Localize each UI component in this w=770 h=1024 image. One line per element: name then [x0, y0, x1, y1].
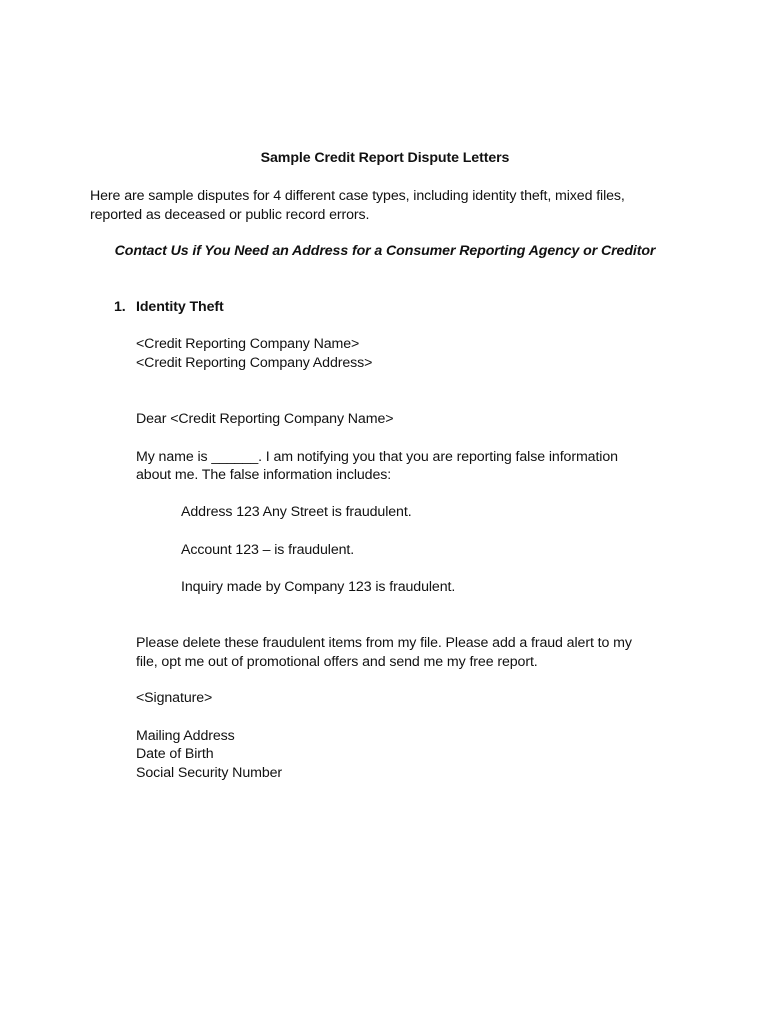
- paragraph-2-line-2: file, opt me out of promotional offers and send me my free report.: [136, 654, 538, 670]
- fraud-item: Address 123 Any Street is fraudulent.: [181, 504, 412, 520]
- footer-line: Social Security Number: [136, 765, 283, 781]
- salutation: Dear <Credit Reporting Company Name>: [136, 411, 394, 427]
- address-line-2: <Credit Reporting Company Address>: [136, 355, 373, 371]
- paragraph-1-line-2: about me. The false information includes:: [136, 467, 392, 483]
- section-1-heading: Identity Theft: [136, 299, 224, 315]
- footer-line: Date of Birth: [136, 746, 214, 762]
- paragraph-2-line-1: Please delete these fraudulent items from my file. Please add a fraud alert to my: [136, 635, 632, 651]
- document-title: Sample Credit Report Dispute Letters: [260, 150, 510, 166]
- fraud-item: Inquiry made by Company 123 is fraudulent.: [181, 579, 456, 595]
- paragraph-1-line-1: My name is ______. I am notifying you that you are reporting false information: [136, 449, 618, 465]
- intro-text-line-2: reported as deceased or public record errors.: [90, 207, 370, 223]
- address-line-1: <Credit Reporting Company Name>: [136, 336, 360, 352]
- intro-text-line-1: Here are sample disputes for 4 different case types, including identity theft, mixed files,: [90, 188, 625, 204]
- fraud-item: Account 123 – is fraudulent.: [181, 542, 355, 558]
- section-1-number: 1.: [114, 299, 126, 315]
- contact-note: Contact Us if You Need an Address for a Consumer Reporting Agency or Creditor: [114, 243, 656, 259]
- footer-line: Mailing Address: [136, 728, 235, 744]
- signature-placeholder: <Signature>: [136, 690, 213, 706]
